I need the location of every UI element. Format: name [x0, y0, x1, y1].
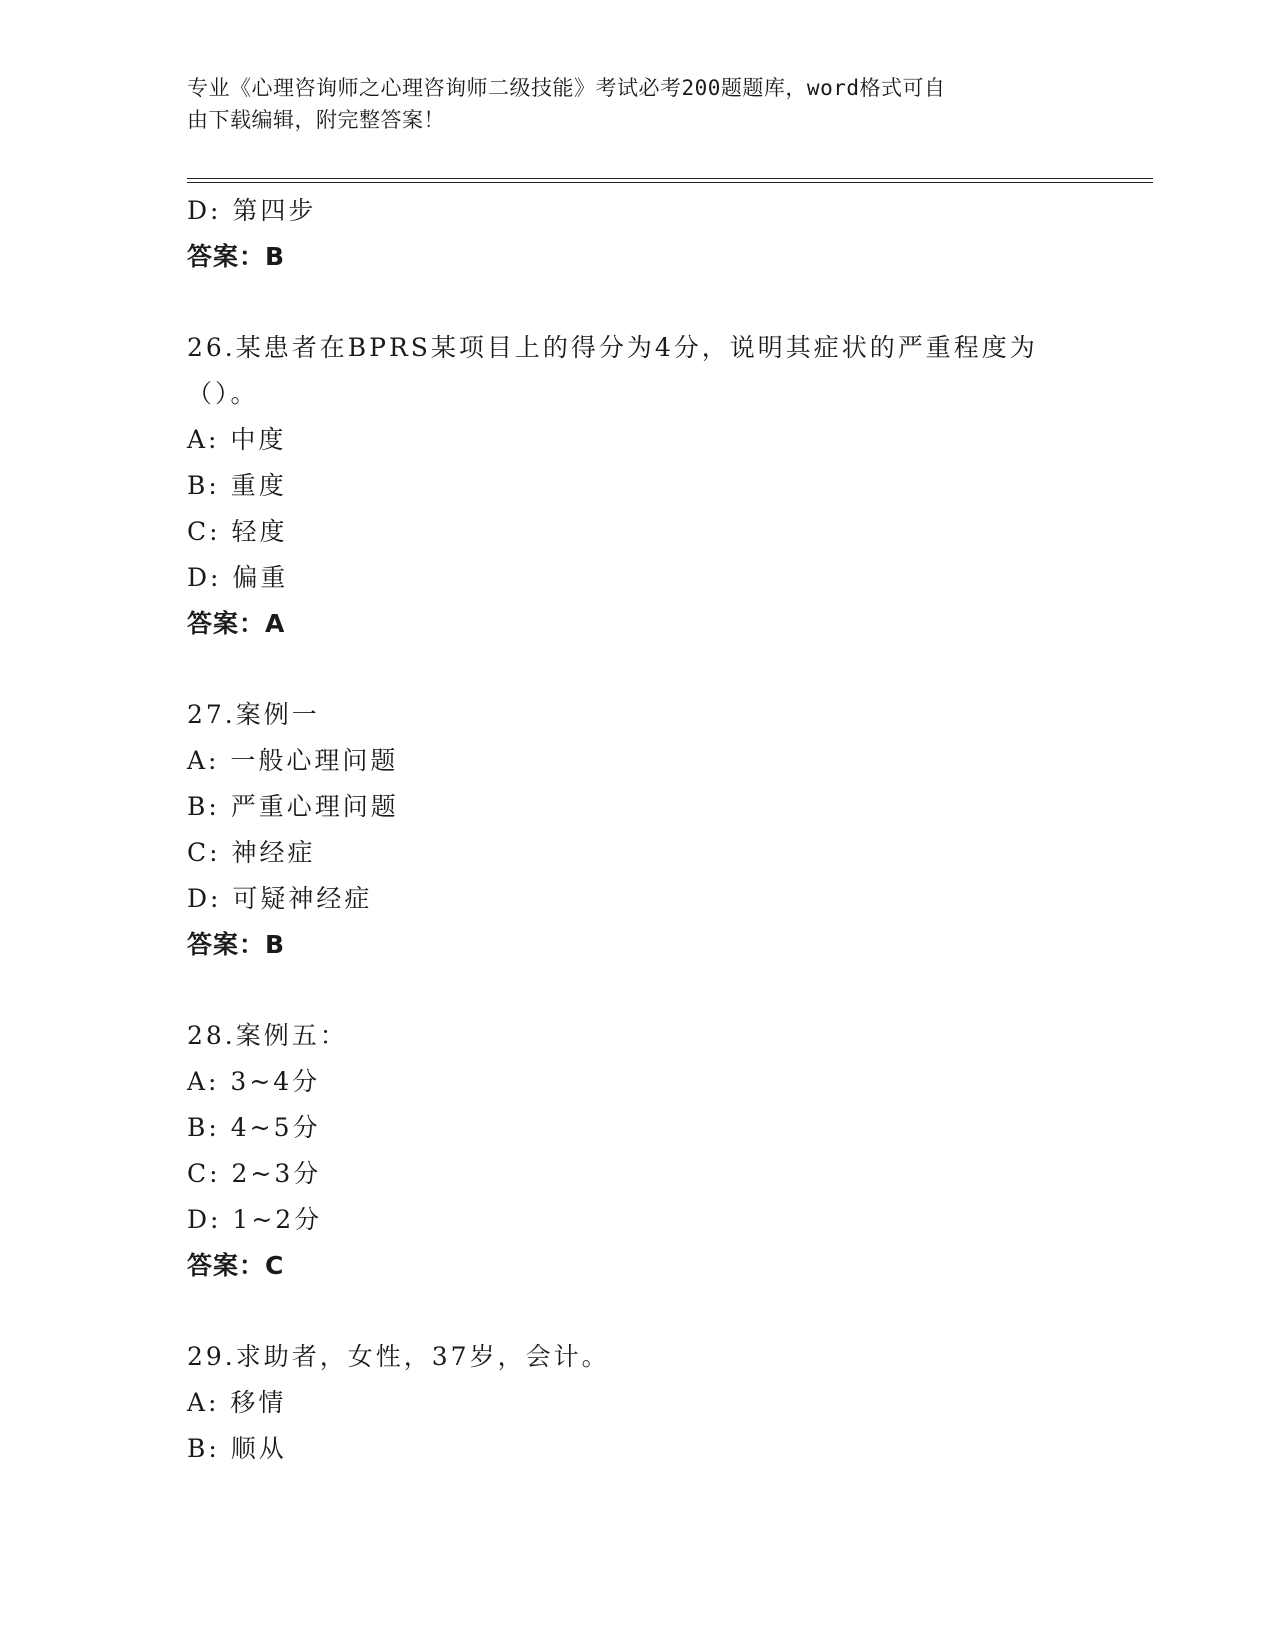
option-b: B: 严重心理问题 — [187, 792, 399, 821]
option-a: A: 一般心理问题 — [187, 746, 399, 775]
option-d: D: 可疑神经症 — [187, 884, 373, 913]
option-a: A: 中度 — [187, 425, 287, 454]
option-c: C: 轻度 — [187, 517, 288, 546]
option-c: C: 神经症 — [187, 838, 316, 867]
spacer — [187, 647, 1087, 692]
question-stem: 28.案例五： — [187, 1021, 348, 1050]
question-28 — [187, 1013, 1087, 1289]
question-29 — [187, 1334, 1087, 1472]
header-rule-top — [187, 178, 1153, 179]
question-stem: 26.某患者在BPRS某项目上的得分为4分，说明其症状的严重程度为 — [187, 333, 1038, 362]
answer: 答案：C — [187, 1251, 285, 1280]
option-b: B: 顺从 — [187, 1434, 287, 1463]
option-c: C: 2~3分 — [187, 1159, 322, 1188]
question-26 — [187, 325, 1087, 647]
option-d: D: 第四步 — [187, 196, 317, 225]
option-a: A: 3~4分 — [187, 1067, 321, 1096]
option-a: A: 移情 — [187, 1388, 287, 1417]
option-b: B: 4~5分 — [187, 1113, 321, 1142]
question-stem: 29.求助者，女性，37岁，会计。 — [187, 1342, 610, 1371]
option-b: B: 重度 — [187, 471, 287, 500]
header-line-2: 由下载编辑，附完整答案！ — [187, 108, 445, 132]
document-body — [187, 188, 1087, 1472]
answer: 答案：B — [187, 930, 286, 959]
document-header — [187, 72, 1067, 136]
answer: 答案：A — [187, 609, 286, 638]
spacer — [187, 280, 1087, 325]
header-rule-bottom — [187, 182, 1153, 183]
question-stem-continued: （）。 — [187, 379, 259, 408]
header-line-1: 专业《心理咨询师之心理咨询师二级技能》考试必考200题题库，word格式可自 — [187, 76, 946, 100]
spacer — [187, 968, 1087, 1013]
question-27 — [187, 692, 1087, 968]
option-d: D: 偏重 — [187, 563, 289, 592]
option-d: D: 1~2分 — [187, 1205, 323, 1234]
spacer — [187, 1289, 1087, 1334]
question-stem: 27.案例一 — [187, 700, 320, 729]
answer: 答案：B — [187, 242, 286, 271]
